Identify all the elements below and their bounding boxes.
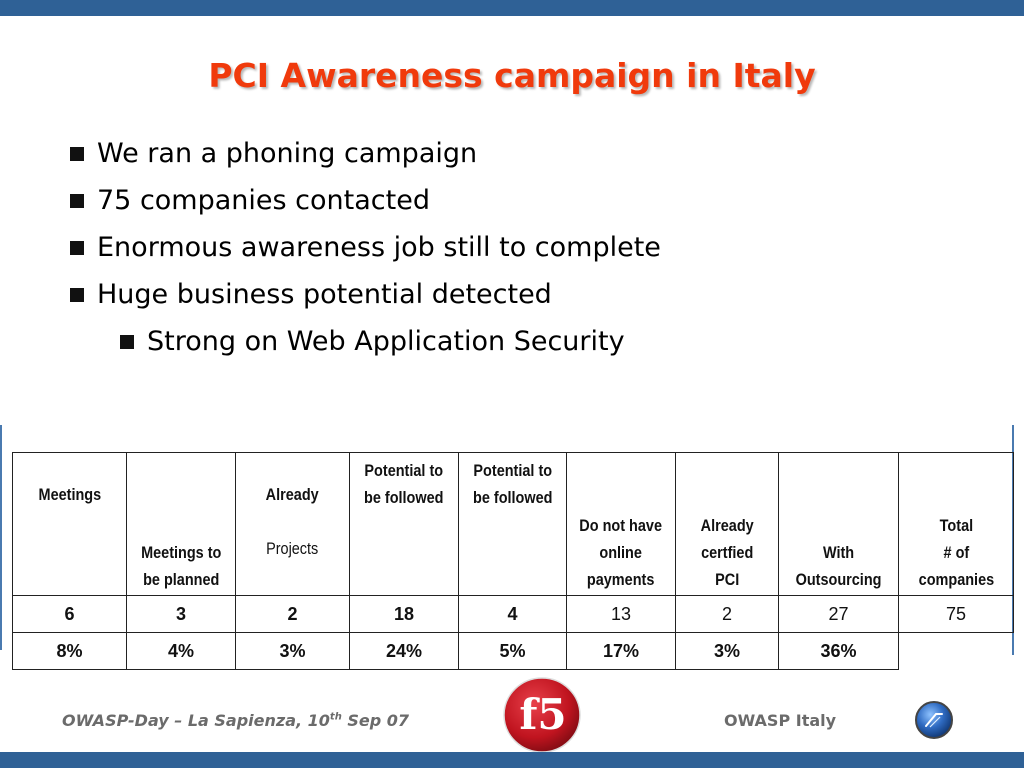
bottom-bar — [0, 752, 1024, 768]
percent-cell: 36% — [779, 633, 899, 670]
percent-cell: 3% — [236, 633, 350, 670]
bullet-text: 75 companies contacted — [97, 184, 430, 216]
footer-event-prefix: OWASP-Day – La Sapienza, 10 — [62, 711, 330, 730]
header-potential-to-be-followed-2: Potential to be followed — [459, 453, 567, 596]
percent-cell: 24% — [350, 633, 459, 670]
percent-cell: 17% — [567, 633, 676, 670]
header-already-projects: Already Projects — [236, 453, 350, 596]
sub-bullet-text: Strong on Web Application Security — [147, 325, 625, 357]
header-no-online-payments: Do not have online payments — [567, 453, 676, 596]
left-frame-line — [0, 425, 2, 650]
count-cell: 6 — [13, 596, 127, 633]
count-cell: 2 — [236, 596, 350, 633]
bullet-item — [70, 224, 661, 271]
bullet-square-icon — [120, 335, 134, 349]
table-header-row — [13, 453, 1014, 596]
globe-logo-icon — [914, 700, 954, 744]
f5-logo-text: f5 — [519, 690, 567, 739]
header-potential-to-be-followed: Potential to be followed — [350, 453, 459, 596]
bullet-square-icon — [70, 194, 84, 208]
bullet-item — [70, 177, 661, 224]
bullet-text: We ran a phoning campaign — [97, 137, 478, 169]
header-already-certified-pci: Already certfied PCI — [676, 453, 779, 596]
count-cell: 27 — [779, 596, 899, 633]
footer-event-suffix: Sep 07 — [341, 711, 410, 730]
bullet-text: Huge business potential detected — [97, 278, 552, 310]
count-cell: 18 — [350, 596, 459, 633]
bullet-text: Enormous awareness job still to complete — [97, 231, 661, 263]
table-row-counts — [13, 596, 1014, 633]
count-cell: 3 — [127, 596, 236, 633]
percent-cell: 4% — [127, 633, 236, 670]
slide-title: PCI Awareness campaign in Italy — [208, 56, 816, 95]
empty-cell — [899, 633, 1014, 670]
count-cell: 4 — [459, 596, 567, 633]
percent-cell: 3% — [676, 633, 779, 670]
header-with-outsourcing: With Outsourcing — [779, 453, 899, 596]
campaign-results-table — [12, 452, 1014, 670]
percent-cell: 5% — [459, 633, 567, 670]
bullet-list — [70, 130, 661, 365]
header-meetings: Meetings — [13, 453, 127, 596]
bullet-square-icon — [70, 288, 84, 302]
bullet-square-icon — [70, 147, 84, 161]
bullet-item — [70, 130, 661, 177]
sub-bullet-item — [70, 318, 661, 365]
count-cell: 13 — [567, 596, 676, 633]
footer-event-sup: th — [329, 711, 342, 723]
percent-cell: 8% — [13, 633, 127, 670]
footer-event — [62, 711, 409, 730]
header-meetings-to-be-planned: Meetings to be planned — [127, 453, 236, 596]
header-total-companies: Total # of companies — [899, 453, 1014, 596]
bullet-square-icon — [70, 241, 84, 255]
top-bar — [0, 0, 1024, 16]
footer-owasp-italy: OWASP Italy — [724, 711, 837, 730]
bullet-item — [70, 271, 661, 318]
table-row-percents — [13, 633, 1014, 670]
count-cell: 75 — [899, 596, 1014, 633]
f5-logo — [502, 675, 582, 759]
count-cell: 2 — [676, 596, 779, 633]
